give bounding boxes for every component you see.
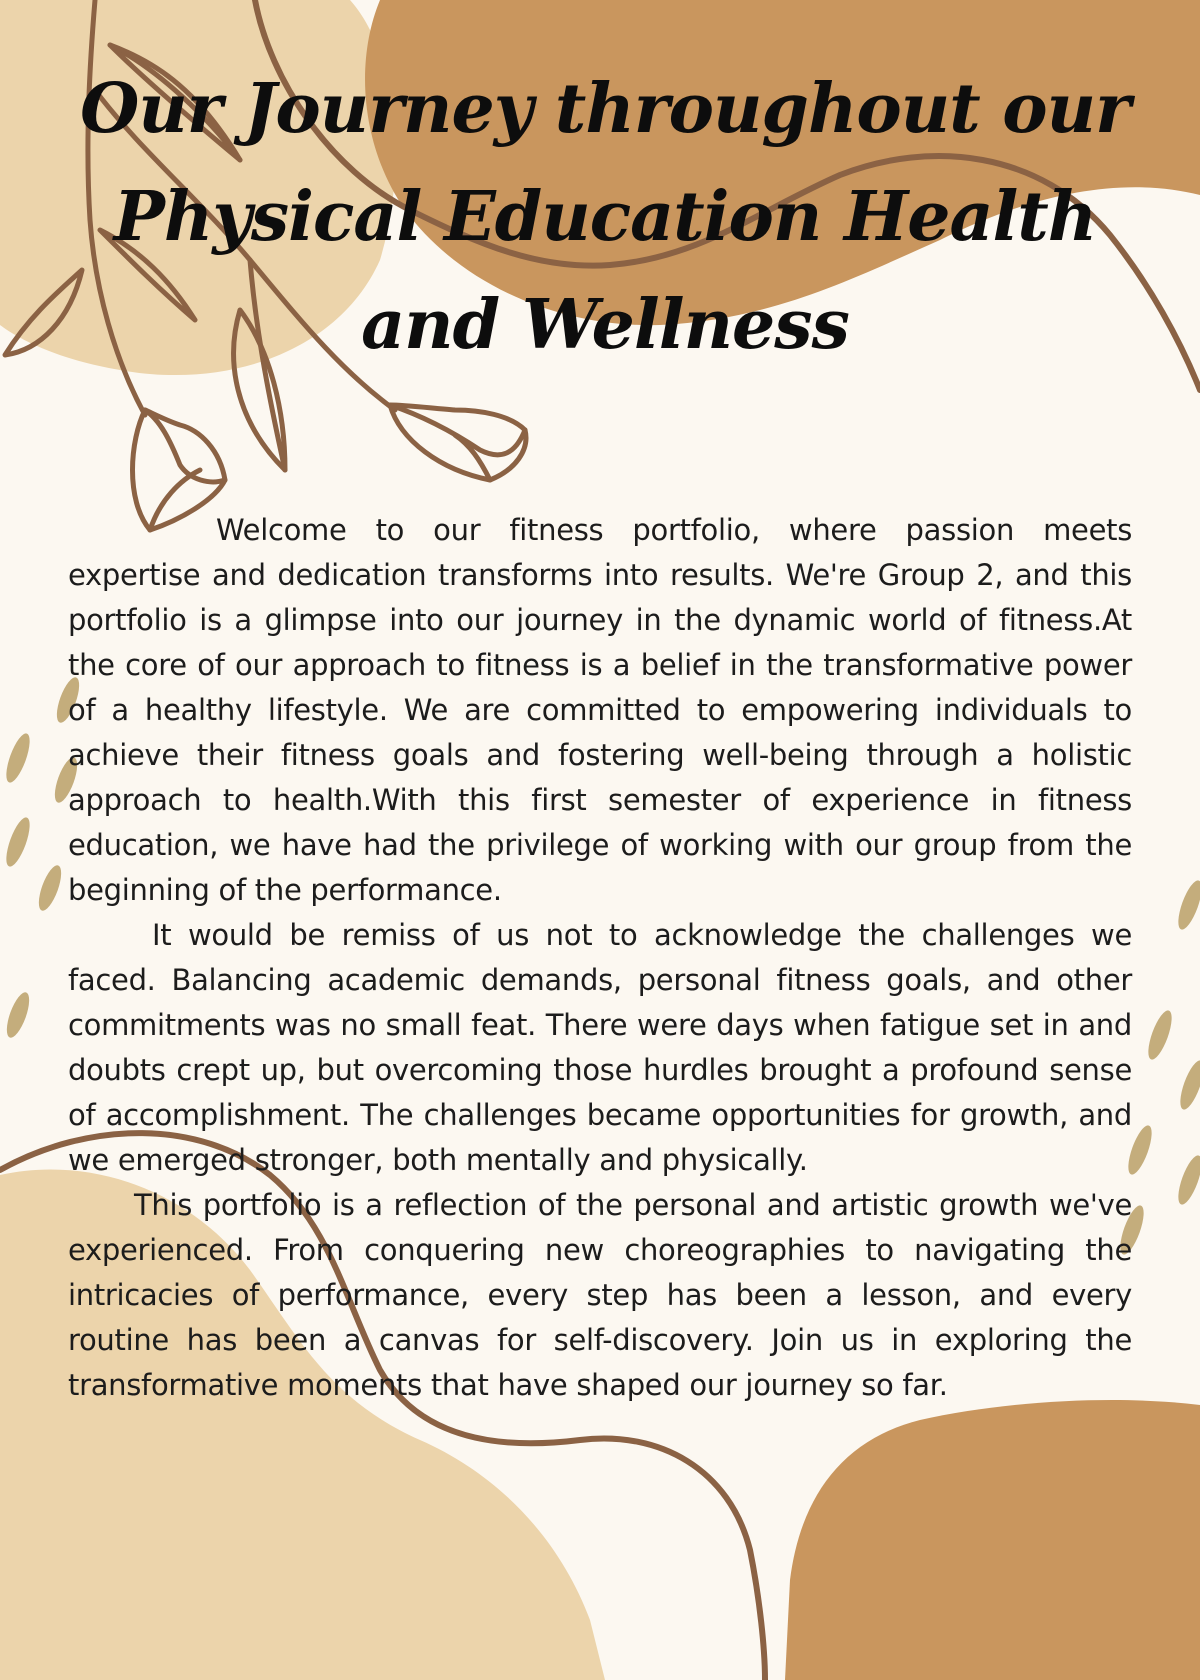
- page-title: Our Journey throughout our Physical Education Health and Wellness: [80, 69, 1130, 365]
- paragraph-reflection: This portfolio is a reflection of the personal and artistic growth we've experienced. From conquering new choreographies to navigating the intricacies of performance, every step has been a lesson, and every routine has been a canvas for self-discovery. Join us in exploring the transformative moments that have shaped our journey so far.: [68, 1188, 1132, 1402]
- body-text: [68, 508, 1132, 1408]
- paragraph-challenges: It would be remiss of us not to acknowledge the challenges we faced. Balancing academic demands, personal fitness goals, and other commitments was no small feat. There were days when fatigue set in and doubts crept up, but overcoming those hurdles brought a profound sense of accomplishment. The challenges became opportunities for growth, and we emerged stronger, both mentally and physically.: [68, 918, 1132, 1177]
- bottom-right-blob: [785, 1400, 1200, 1680]
- paragraph-intro: Welcome to our fitness portfolio, where passion meets expertise and dedication transforms into results. We're Group 2, and this portfolio is a glimpse into our journey in the dynamic world of fitness.At the core of our approach to fitness is a belief in the transformative power of a healthy lifestyle. We are committed to empowering individuals to achieve their fitness goals and fostering well-being through a holistic approach to health.With this first semester of experience in fitness education, we have had the privilege of working with our group from the beginning of the performance.: [68, 513, 1132, 907]
